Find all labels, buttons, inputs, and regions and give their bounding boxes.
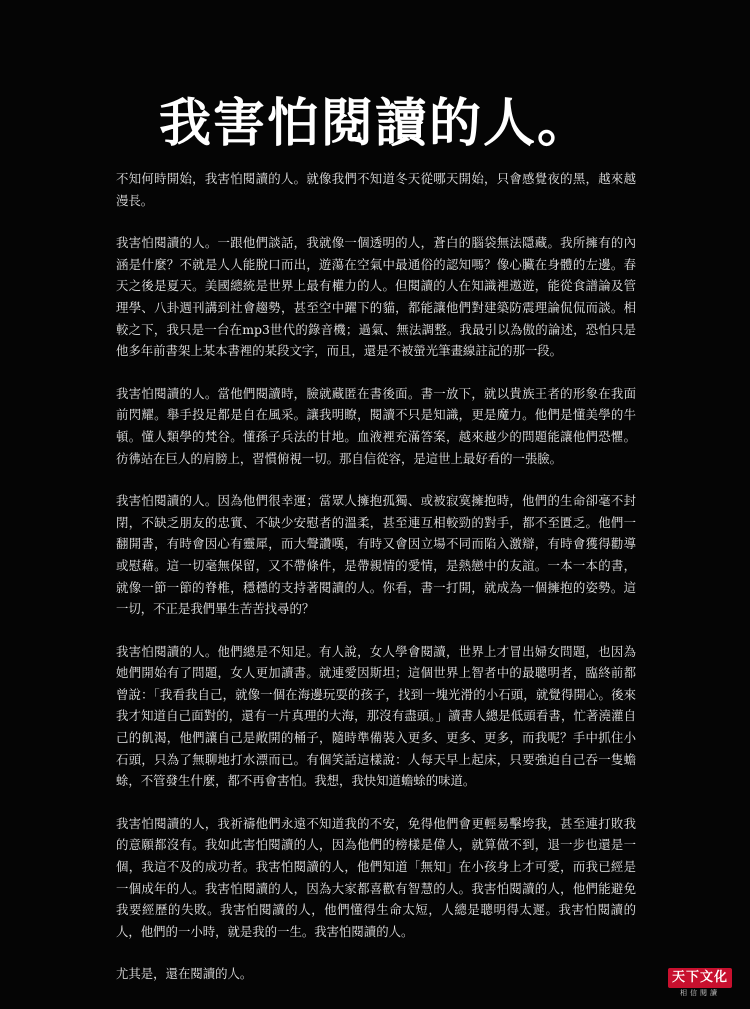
logo-tagline: 相信閱讀	[680, 989, 720, 997]
paragraph-6: 我害怕閱讀的人，我祈禱他們永遠不知道我的不安，免得他們會更輕易擊垮我，甚至連打敗我的意願都沒有。我如此害怕閱讀的人，因為他們的榜樣是偉人，就算做不到，退一步也還是一個，我這不及的成功者。我害怕閱讀的人，他們知道「無知」在小孩身上才可愛，而我已經是一個成年的人。我害怕閱讀的人，因為大家都喜歡有智慧的人。我害怕閱讀的人，他們能避免我要經歷的失敗。我害怕閱讀的人，他們懂得生命太短，人總是聰明得太遲。我害怕閱讀的人，他們的一小時，就是我的一生。我害怕閱讀的人。	[116, 815, 636, 939]
page-title: 我害怕閱讀的人。	[158, 92, 591, 154]
paragraph-4: 我害怕閱讀的人。因為他們很幸運；當眾人擁抱孤獨、或被寂寞擁抱時，他們的生命卻毫不封閉，不缺乏朋友的忠實、不缺少安慰者的溫柔，甚至連互相較勁的對手，都不至匱乏。他們一翻開書，有時會因心有靈犀，而大聲讚嘆，有時又會因立場不同而陷入激辯，有時會獲得勸導或慰藉。這一切毫無保留，又不帶條件，是帶親情的愛情，是熱戀中的友誼。一本一本的書，就像一節一節的脊椎，穩穩的支持著閱讀的人。你看，書一打開，就成為一個擁抱的姿勢。這一切，不正是我們畢生苦苦找尋的？	[116, 493, 636, 617]
publisher-logo	[668, 968, 732, 998]
article-body	[116, 168, 636, 1006]
paragraph-2: 我害怕閱讀的人。一跟他們談話，我就像一個透明的人，蒼白的腦袋無法隱藏。我所擁有的內涵是什麼？不就是人人能脫口而出，遊蕩在空氣中最通俗的認知嗎？像心臟在身體的左邊。春天之後是夏天。美國總統是世界上最有權力的人。但閱讀的人在知識裡遨遊，能從食譜論及管理學、八卦週刊講到社會趨勢，甚至空中躍下的貓，都能讓他們對建築防震理論侃侃而談。相較之下，我只是一台在mp3世代的錄音機；過氣、無法調整。我最引以為傲的論述，恐怕只是他多年前書架上某本書裡的某段文字，而且，還是不被螢光筆畫線註記的那一段。	[116, 235, 636, 359]
paragraph-5: 我害怕閱讀的人。他們總是不知足。有人說，女人學會閱讀，世界上才冒出婦女問題，也因為她們開始有了問題，女人更加讀書。就連愛因斯坦；這個世界上智者中的最聰明者，臨終前都曾說：「我看我自己，就像一個在海邊玩耍的孩子，找到一塊光滑的小石頭，就覺得開心。後來我才知道自己面對的，還有一片真理的大海，那沒有盡頭。」讀書人總是低頭看書，忙著澆灌自己的飢渴，他們讓自己是敞開的桶子，隨時準備裝入更多、更多、更多，而我呢？手中抓住小石頭，只為了無聊地打水漂而已。有個笑話這樣說：人每天早上起床，只要強迫自己吞一隻蟾蜍，不管發生什麼，都不再會害怕。我想，我快知道蟾蜍的味道。	[116, 643, 636, 789]
logo-brand: 天下文化	[668, 968, 732, 988]
paragraph-3: 我害怕閱讀的人。當他們閱讀時，臉就藏匿在書後面。書一放下，就以貴族王者的形象在我面前閃耀。舉手投足都是自在風采。讓我明瞭，閱讀不只是知識，更是魔力。他們是懂美學的牛頓。懂人類學的梵谷。懂孫子兵法的甘地。血液裡充滿答案，越來越少的問題能讓他們恐懼。彷彿站在巨人的肩膀上，習慣俯視一切。那自信從容，是這世上最好看的一張臉。	[116, 385, 636, 466]
paragraph-7: 尤其是，還在閱讀的人。	[116, 966, 253, 982]
paragraph-1: 不知何時開始，我害怕閱讀的人。就像我們不知道冬天從哪天開始，只會感覺夜的黑，越來越漫長。	[116, 171, 636, 208]
